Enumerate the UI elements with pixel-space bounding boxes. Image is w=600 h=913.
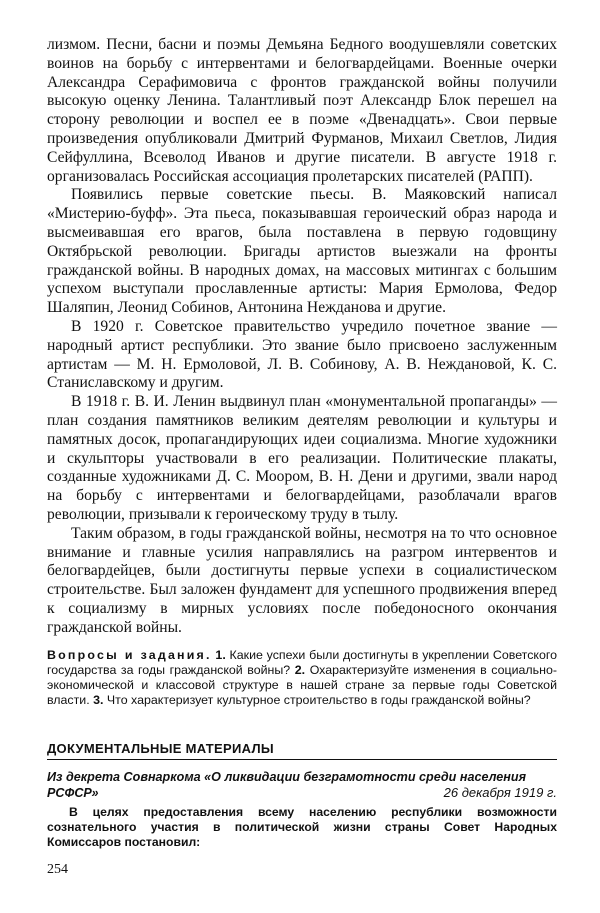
decree-title-line: Из декрета Совнаркома «О ликвидации безграмотности среди населения: [47, 769, 526, 784]
question-number: 1.: [215, 647, 226, 662]
questions-block: [47, 648, 557, 709]
paragraph-literature: лизмом. Песни, басни и поэмы Демьяна Бедного воодушевляли советских воинов на борьбу с интервентами и белогвардейцами. Военные очерки Александра Серафимовича с фронтов гражданской войны получили высокую оценку Ленина. Талантливый поэт Александр Блок перешел на сторону революции и воспел ее в поэме «Двенадцать». Свои первые произведения опубликовали Дмитрий Фурманов, Михаил Светлов, Лидия Сейфуллина, Всеволод Иванов и другие писатели. В августе 1918 г. организовалась Российская ассоциация пролетарских писателей (РАПП).: [47, 36, 557, 185]
question-text: Что характеризует культурное строительство в годы гражданской войны?: [106, 693, 531, 708]
question-number: 2.: [294, 662, 306, 677]
questions-lead: Вопросы и задания.: [47, 647, 212, 662]
question-text: Какие успехи были достигнуты в укреплении Советского государства за годы гражданской войны?: [47, 647, 558, 677]
decree-date: 26 декабря 1919 г.: [443, 784, 557, 800]
paragraph-monumental-propaganda: В 1918 г. В. И. Ленин выдвинул план «монументальной пропаганды» — план создания памятников великим деятелям революции и культуры и памятных досок, пропагандирующих идеи социализма. Многие художники и скульпторы участвовали в его реализации. Политические плакаты, созданные художниками Д. С. Моором, В. Н. Дени и другими, звали народ на борьбу с интервентами и белогвардейцами, разоблачали врагов революции, призывали к героическому труду в тылу.: [47, 393, 557, 523]
paragraph-theatre: Появились первые советские пьесы. В. Маяковский написал «Мистерию-буфф». Эта пьеса, показывавшая героический образ народа и высмеивавшая его врагов, была поставлена в первую годовщину Октябрьской революции. Бригады артистов выезжали на фронты гражданской войны. В народных домах, на массовых митингах с большим успехом выступали прославленные артисты: Мария Ермолова, Федор Шаляпин, Леонид Собинов, Антонина Нежданова и другие.: [47, 186, 557, 317]
decree-title-line: РСФСР»: [47, 785, 99, 800]
paragraph-people-artist: В 1920 г. Советское правительство учредило почетное звание — народный артист республики. Это звание было присвоено заслуженным артистам — М. Н. Ермоловой, Л. В. Собинову, А. В. Неждановой, К. С. Станиславскому и другим.: [47, 317, 557, 392]
question-number: 3.: [93, 693, 104, 708]
paragraph-conclusion: Таким образом, в годы гражданской войны, несмотря на то что основное внимание и главные усилия направлялись на разгром интервентов и белогвардейцев, были достигнуты первые успехи в социалистическом строительстве. Был заложен фундамент для успешного продвижения вперед к социализму в мирных условиях после победоносного окончания гражданской войны.: [47, 524, 557, 636]
decree-text: В целях предоставления всему населению республики возможности сознательного участия в политической жизни страны Совет Народных Комиссаров постановил:: [47, 804, 557, 849]
decree-title-row: [47, 785, 557, 801]
page-number: 254: [47, 862, 68, 877]
decree-title: [47, 770, 557, 801]
question-text: Охарактеризуйте изменения в социально-экономической и классовой структуре в нашей стране за первые годы Советской власти.: [47, 662, 557, 708]
page-content: [47, 36, 557, 862]
documents-heading: ДОКУМЕНТАЛЬНЫЕ МАТЕРИАЛЫ: [47, 741, 557, 760]
